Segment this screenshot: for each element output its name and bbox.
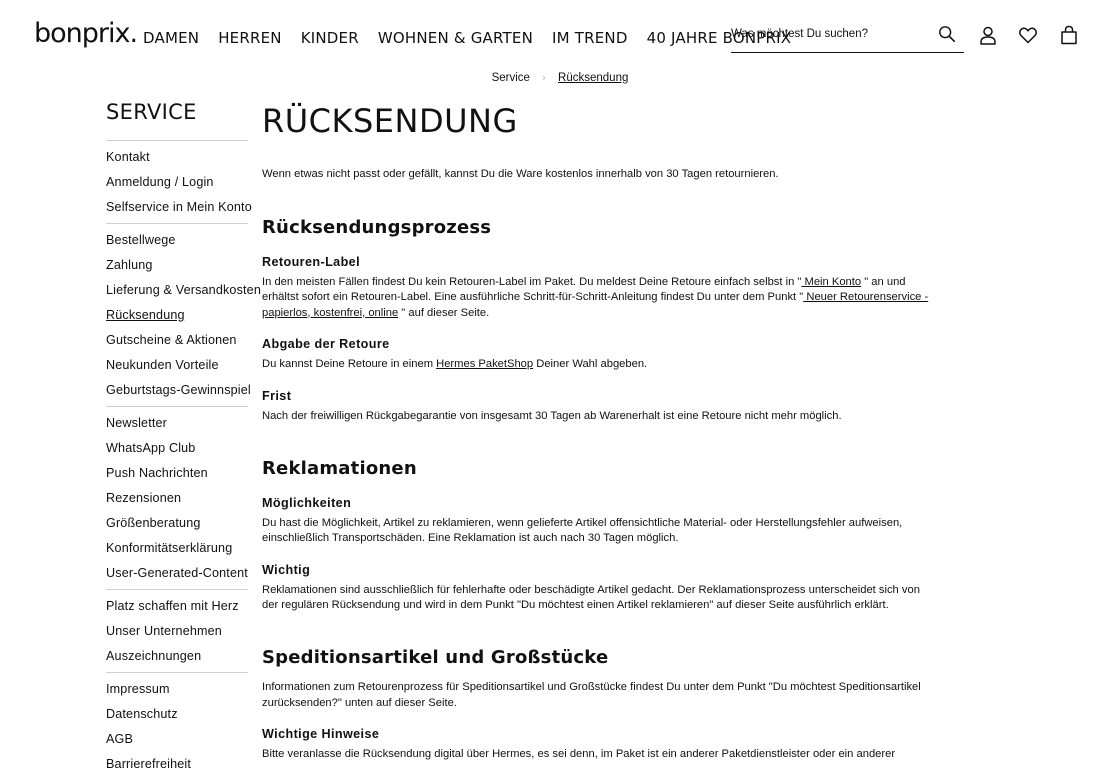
retourenservice-link[interactable]: Neuer Retourenservice -papierlos, kostenfrei, online — [262, 291, 929, 319]
bag-icon[interactable] — [1059, 25, 1079, 45]
intro-text: Wenn etwas nicht passt oder gefällt, kannst Du die Ware kostenlos innerhalb von 30 Tagen retournieren. — [262, 168, 779, 180]
wichtig-text: Reklamationen sind ausschließlich für fehlerhafte oder beschädigte Artikel gedacht. Der Reklamationsprozess unterscheidet sich von der regulären Rücksendung und wird in dem Punkt "Du möchtest einen Artikel reklamieren" auf dieser Seite ausführlich erklärt. — [262, 583, 920, 612]
nav-item-damen[interactable]: DAMEN — [143, 29, 200, 47]
sidebar-item-bestellwege[interactable]: Bestellwege — [106, 233, 176, 247]
sidebar-item-groessenberatung[interactable]: Größenberatung — [106, 516, 201, 530]
sidebar-item-platz-schaffen[interactable]: Platz schaffen mit Herz — [106, 599, 239, 613]
main-nav — [143, 29, 810, 47]
sidebar-item-newsletter[interactable]: Newsletter — [106, 416, 167, 430]
mein-konto-link[interactable]: Mein Konto — [801, 275, 862, 288]
moeglichkeiten-text: Du hast die Möglichkeit, Artikel zu reklamieren, wenn gelieferte Artikel offensichtliche Material- oder Herstellungsfehler aufweisen, einschließlich Transportschäden. Eine Reklamation ist auch nach 30 Tagen möglich. — [262, 516, 903, 545]
nav-item-im-trend[interactable]: IM TREND — [552, 29, 628, 47]
sidebar-item-selfservice[interactable]: Selfservice in Mein Konto — [106, 200, 252, 214]
heart-icon[interactable] — [1018, 25, 1038, 45]
subheading-frist: Frist — [262, 388, 292, 403]
hermes-paketshop-link[interactable]: Hermes PaketShop — [436, 358, 534, 371]
sidebar-item-ugc[interactable]: User-Generated-Content — [106, 566, 248, 580]
subheading-wichtige-hinweise: Wichtige Hinweise — [262, 727, 380, 742]
sidebar-item-whatsapp[interactable]: WhatsApp Club — [106, 441, 196, 455]
abgabe-text: Du kannst Deine Retoure in einem Hermes PaketShop Deiner Wahl abgeben. — [262, 358, 648, 371]
sidebar-group — [106, 590, 248, 673]
breadcrumb-service[interactable]: Service — [491, 72, 530, 84]
sidebar-group — [106, 407, 248, 590]
sidebar-item-gutscheine[interactable]: Gutscheine & Aktionen — [106, 333, 237, 347]
nav-item-herren[interactable]: HERREN — [218, 29, 282, 47]
nav-item-kinder[interactable]: KINDER — [300, 29, 359, 47]
subheading-abgabe: Abgabe der Retoure — [262, 337, 390, 352]
sidebar-item-impressum[interactable]: Impressum — [106, 682, 170, 696]
service-sidebar — [106, 100, 261, 778]
user-icon[interactable] — [978, 25, 998, 45]
subheading-moeglichkeiten: Möglichkeiten — [262, 495, 352, 510]
sidebar-item-geburtstag[interactable]: Geburtstags-Gewinnspiel — [106, 383, 251, 397]
main-content — [262, 100, 932, 763]
header — [0, 0, 1120, 70]
chevron-right-icon: › — [542, 72, 546, 84]
sidebar-item-agb[interactable]: AGB — [106, 732, 134, 746]
section-heading-reklamationen: Reklamationen — [262, 457, 417, 479]
sidebar-item-datenschutz[interactable]: Datenschutz — [106, 707, 178, 721]
sidebar-item-konformitaet[interactable]: Konformitätserklärung — [106, 541, 233, 555]
wichtige-hinweise-text: Bitte veranlasse die Rücksendung digital über Hermes, es sei denn, im Paket ist ein anderer Paketdienstleister oder ein anderer — [262, 748, 896, 761]
subheading-retouren-label: Retouren-Label — [262, 254, 360, 269]
speditionsartikel-text: Informationen zum Retourenprozess für Speditionsartikel und Großstücke findest Du unter dem Punkt "Du möchtest Speditionsartikel zurücksenden?" unten auf dieser Seite. — [262, 680, 921, 709]
search-input[interactable] — [731, 22, 931, 46]
sidebar-item-zahlung[interactable]: Zahlung — [106, 258, 153, 272]
sidebar-item-auszeichnungen[interactable]: Auszeichnungen — [106, 649, 202, 663]
section-heading-speditionsartikel: Speditionsartikel und Großstücke — [262, 646, 609, 668]
retouren-label-text: In den meisten Fällen findest Du kein Retouren-Label im Paket. Du meldest Deine Retoure einfach selbst in " Mein Konto " an und erhältst sofort ein Retouren-Label. Eine ausführliche Schritt-für-Schritt-Anleitung findest Du unter dem Punkt " Neuer Retourenservice -papierlos, kostenfrei, online " auf dieser Seite. — [262, 275, 929, 319]
sidebar-item-push[interactable]: Push Nachrichten — [106, 466, 208, 480]
sidebar-item-kontakt[interactable]: Kontakt — [106, 150, 150, 164]
sidebar-item-rezensionen[interactable]: Rezensionen — [106, 491, 182, 505]
nav-item-40-jahre-bonprix[interactable]: 40 JAHRE BONPRIX — [646, 29, 792, 47]
nav-item-wohnen-garten[interactable]: WOHNEN & GARTEN — [377, 29, 533, 47]
subheading-wichtig: Wichtig — [262, 562, 311, 577]
sidebar-group — [106, 224, 261, 407]
sidebar-item-ruecksendung[interactable]: Rücksendung — [106, 308, 185, 322]
sidebar-group — [106, 141, 252, 224]
sidebar-item-anmeldung[interactable]: Anmeldung / Login — [106, 175, 214, 189]
bonprix-logo[interactable]: bonprix. — [34, 18, 138, 49]
sidebar-group — [106, 673, 248, 778]
breadcrumb-current[interactable]: Rücksendung — [558, 72, 629, 84]
sidebar-item-barrierefreiheit[interactable]: Barrierefreiheit — [106, 757, 191, 771]
section-heading-process: Rücksendungsprozess — [262, 216, 492, 238]
search-icon[interactable] — [938, 25, 956, 43]
sidebar-item-lieferung[interactable]: Lieferung & Versandkosten — [106, 283, 261, 297]
sidebar-item-unternehmen[interactable]: Unser Unternehmen — [106, 624, 222, 638]
sidebar-title: SERVICE — [106, 100, 248, 141]
frist-text: Nach der freiwilligen Rückgabegarantie von insgesamt 30 Tagen ab Warenerhalt ist eine Retoure nicht mehr möglich. — [262, 409, 842, 422]
breadcrumb — [0, 72, 1120, 84]
sidebar-item-neukunden[interactable]: Neukunden Vorteile — [106, 358, 219, 372]
page-title: RÜCKSENDUNG — [262, 102, 518, 140]
search-bar — [731, 22, 964, 53]
